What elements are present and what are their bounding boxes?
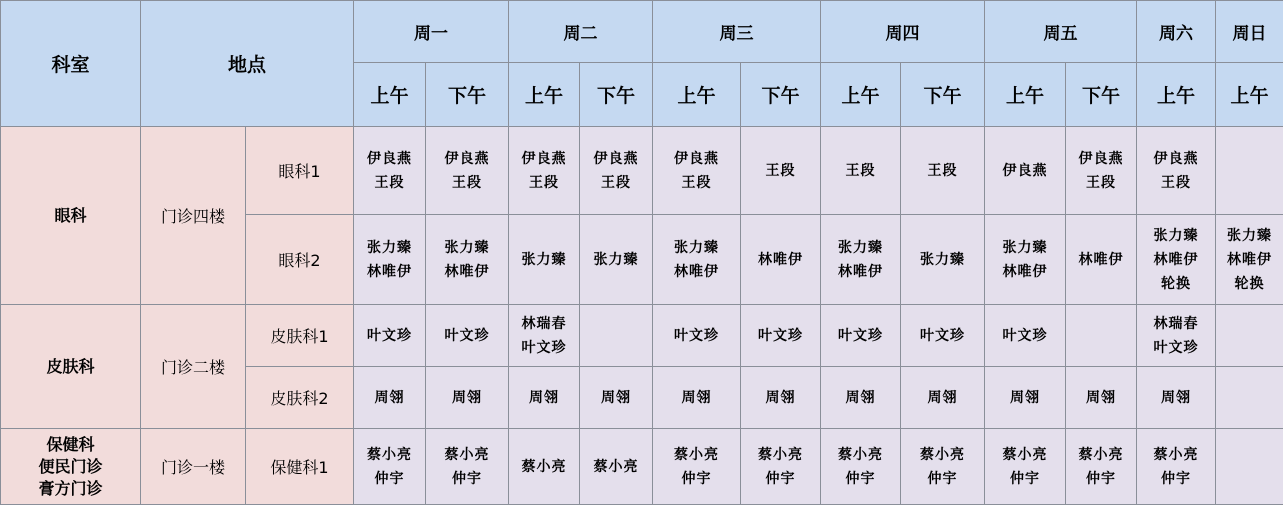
doctor-cell: [580, 127, 653, 215]
doctor-name: 仲宇: [1066, 467, 1136, 491]
doctor-name: 蔡小亮: [580, 455, 652, 479]
doctor-name: 王段: [580, 171, 652, 195]
doctor-name: 林唯伊: [985, 260, 1065, 284]
dept-label: 眼科: [1, 205, 140, 227]
doctor-name: 蔡小亮: [653, 443, 740, 467]
table-row: [1, 429, 1283, 505]
doctor-name: 轮换: [1216, 272, 1283, 296]
doctor-cell: [741, 305, 821, 367]
header-period: 上午: [1137, 63, 1216, 127]
doctor-cell: [1066, 305, 1137, 367]
doctor-cell: [741, 429, 821, 505]
doctor-cell: [821, 429, 901, 505]
doctor-cell: [985, 127, 1066, 215]
doctor-cell: [580, 429, 653, 505]
doctor-cell: [653, 305, 741, 367]
doctor-name: 蔡小亮: [1137, 443, 1215, 467]
header-day: 周日: [1216, 1, 1283, 63]
doctor-name: 王段: [1137, 171, 1215, 195]
doctor-name: 仲宇: [985, 467, 1065, 491]
doctor-cell: [1137, 305, 1216, 367]
doctor-cell: [580, 305, 653, 367]
doctor-name: 周翎: [985, 386, 1065, 410]
doctor-name: 林唯伊: [1137, 248, 1215, 272]
doctor-name: 伊良燕: [509, 147, 579, 171]
header-period: 上午: [985, 63, 1066, 127]
doctor-name: 伊良燕: [653, 147, 740, 171]
location-cell: 门诊二楼: [141, 305, 246, 429]
doctor-name: 张力臻: [821, 236, 900, 260]
doctor-name: 蔡小亮: [509, 455, 579, 479]
doctor-cell: [1216, 367, 1283, 429]
clinic-cell: 皮肤科1: [246, 305, 354, 367]
table-row: [1, 305, 1283, 367]
header-day: 周六: [1137, 1, 1216, 63]
doctor-name: 林唯伊: [354, 260, 425, 284]
location-cell: 门诊一楼: [141, 429, 246, 505]
header-period: 下午: [901, 63, 985, 127]
doctor-name: 王段: [901, 159, 984, 183]
doctor-name: 蔡小亮: [741, 443, 820, 467]
doctor-name: 蔡小亮: [901, 443, 984, 467]
doctor-cell: [985, 367, 1066, 429]
doctor-cell: [509, 127, 580, 215]
clinic-cell: 眼科1: [246, 127, 354, 215]
doctor-name: 伊良燕: [426, 147, 508, 171]
doctor-name: 伊良燕: [580, 147, 652, 171]
dept-cell: [1, 305, 141, 429]
doctor-name: 仲宇: [426, 467, 508, 491]
doctor-name: 周翎: [509, 386, 579, 410]
doctor-name: 周翎: [1137, 386, 1215, 410]
doctor-cell: [821, 215, 901, 305]
doctor-name: 周翎: [653, 386, 740, 410]
doctor-cell: [580, 215, 653, 305]
doctor-cell: [354, 429, 426, 505]
doctor-cell: [1216, 305, 1283, 367]
doctor-name: 王段: [354, 171, 425, 195]
doctor-cell: [354, 305, 426, 367]
doctor-name: 张力臻: [509, 248, 579, 272]
doctor-name: 周翎: [741, 386, 820, 410]
doctor-cell: [741, 367, 821, 429]
header-period: 下午: [1066, 63, 1137, 127]
doctor-name: 仲宇: [1137, 467, 1215, 491]
header-period: 下午: [741, 63, 821, 127]
doctor-cell: [426, 367, 509, 429]
doctor-cell: [1066, 367, 1137, 429]
doctor-name: 叶文珍: [509, 336, 579, 360]
doctor-cell: [509, 215, 580, 305]
doctor-cell: [985, 429, 1066, 505]
dept-cell: [1, 429, 141, 505]
doctor-name: 叶文珍: [985, 324, 1065, 348]
doctor-name: 王段: [1066, 171, 1136, 195]
doctor-cell: [354, 215, 426, 305]
doctor-name: 叶文珍: [901, 324, 984, 348]
doctor-name: 叶文珍: [1137, 336, 1215, 360]
doctor-cell: [1137, 429, 1216, 505]
doctor-name: 张力臻: [354, 236, 425, 260]
doctor-name: 张力臻: [901, 248, 984, 272]
doctor-name: 张力臻: [1216, 224, 1283, 248]
doctor-cell: [1216, 215, 1283, 305]
doctor-cell: [821, 305, 901, 367]
doctor-cell: [1137, 215, 1216, 305]
doctor-name: 蔡小亮: [1066, 443, 1136, 467]
header-period: 上午: [509, 63, 580, 127]
clinic-cell: 保健科1: [246, 429, 354, 505]
header-day: 周三: [653, 1, 821, 63]
doctor-cell: [653, 367, 741, 429]
clinic-cell: 眼科2: [246, 215, 354, 305]
doctor-cell: [741, 127, 821, 215]
doctor-name: 张力臻: [985, 236, 1065, 260]
doctor-name: 仲宇: [354, 467, 425, 491]
doctor-name: 王段: [821, 159, 900, 183]
header-period: 下午: [426, 63, 509, 127]
doctor-cell: [509, 367, 580, 429]
doctor-cell: [580, 367, 653, 429]
dept-label: 保健科: [1, 434, 140, 456]
doctor-cell: [901, 305, 985, 367]
doctor-cell: [1137, 127, 1216, 215]
doctor-name: 林唯伊: [653, 260, 740, 284]
doctor-name: 王段: [741, 159, 820, 183]
doctor-name: 叶文珍: [653, 324, 740, 348]
doctor-name: 周翎: [1066, 386, 1136, 410]
doctor-cell: [426, 305, 509, 367]
doctor-name: 叶文珍: [821, 324, 900, 348]
header-day: 周一: [354, 1, 509, 63]
table-row: [1, 127, 1283, 215]
doctor-name: 蔡小亮: [821, 443, 900, 467]
doctor-name: 周翎: [426, 386, 508, 410]
doctor-name: 仲宇: [821, 467, 900, 491]
doctor-name: 伊良燕: [1137, 147, 1215, 171]
doctor-name: 张力臻: [580, 248, 652, 272]
location-cell: 门诊四楼: [141, 127, 246, 305]
doctor-cell: [653, 127, 741, 215]
header-period: 上午: [821, 63, 901, 127]
doctor-cell: [901, 429, 985, 505]
header-dept: 科室: [1, 1, 141, 127]
doctor-name: 蔡小亮: [354, 443, 425, 467]
doctor-cell: [985, 215, 1066, 305]
header-day: 周二: [509, 1, 653, 63]
doctor-name: 仲宇: [653, 467, 740, 491]
doctor-name: 张力臻: [653, 236, 740, 260]
doctor-cell: [1066, 127, 1137, 215]
doctor-cell: [354, 367, 426, 429]
doctor-cell: [1066, 215, 1137, 305]
doctor-name: 周翎: [354, 386, 425, 410]
doctor-name: 林瑞春: [509, 312, 579, 336]
schedule-body: [1, 1, 1283, 505]
header-period: 上午: [653, 63, 741, 127]
doctor-cell: [821, 127, 901, 215]
dept-cell: [1, 127, 141, 305]
doctor-cell: [426, 127, 509, 215]
doctor-cell: [901, 127, 985, 215]
doctor-cell: [901, 367, 985, 429]
doctor-cell: [741, 215, 821, 305]
doctor-name: 林唯伊: [741, 248, 820, 272]
header-day: 周五: [985, 1, 1137, 63]
doctor-cell: [426, 215, 509, 305]
doctor-name: 叶文珍: [426, 324, 508, 348]
doctor-name: 伊良燕: [354, 147, 425, 171]
doctor-cell: [1216, 429, 1283, 505]
doctor-cell: [1066, 429, 1137, 505]
doctor-cell: [1216, 127, 1283, 215]
dept-label: 皮肤科: [1, 356, 140, 378]
doctor-name: 张力臻: [1137, 224, 1215, 248]
header-period: 上午: [354, 63, 426, 127]
header-period: 上午: [1216, 63, 1283, 127]
doctor-name: 仲宇: [741, 467, 820, 491]
doctor-cell: [985, 305, 1066, 367]
header-period: 下午: [580, 63, 653, 127]
doctor-name: 叶文珍: [741, 324, 820, 348]
doctor-name: 伊良燕: [985, 159, 1065, 183]
doctor-name: 王段: [426, 171, 508, 195]
doctor-name: 周翎: [580, 386, 652, 410]
doctor-cell: [354, 127, 426, 215]
doctor-name: 蔡小亮: [985, 443, 1065, 467]
doctor-cell: [1137, 367, 1216, 429]
doctor-name: 林唯伊: [1066, 248, 1136, 272]
doctor-name: 王段: [653, 171, 740, 195]
header-location: 地点: [141, 1, 354, 127]
doctor-name: 林唯伊: [821, 260, 900, 284]
doctor-name: 林瑞春: [1137, 312, 1215, 336]
doctor-name: 林唯伊: [1216, 248, 1283, 272]
doctor-name: 叶文珍: [354, 324, 425, 348]
doctor-name: 蔡小亮: [426, 443, 508, 467]
doctor-name: 伊良燕: [1066, 147, 1136, 171]
doctor-cell: [653, 215, 741, 305]
clinic-cell: 皮肤科2: [246, 367, 354, 429]
doctor-name: 张力臻: [426, 236, 508, 260]
doctor-cell: [821, 367, 901, 429]
doctor-cell: [653, 429, 741, 505]
doctor-name: 仲宇: [901, 467, 984, 491]
doctor-cell: [509, 305, 580, 367]
doctor-name: 周翎: [821, 386, 900, 410]
doctor-name: 轮换: [1137, 272, 1215, 296]
dept-label: 膏方门诊: [1, 478, 140, 500]
doctor-name: 周翎: [901, 386, 984, 410]
doctor-cell: [901, 215, 985, 305]
dept-label: 便民门诊: [1, 456, 140, 478]
doctor-cell: [426, 429, 509, 505]
doctor-name: 林唯伊: [426, 260, 508, 284]
header-day: 周四: [821, 1, 985, 63]
doctor-name: 王段: [509, 171, 579, 195]
doctor-cell: [509, 429, 580, 505]
